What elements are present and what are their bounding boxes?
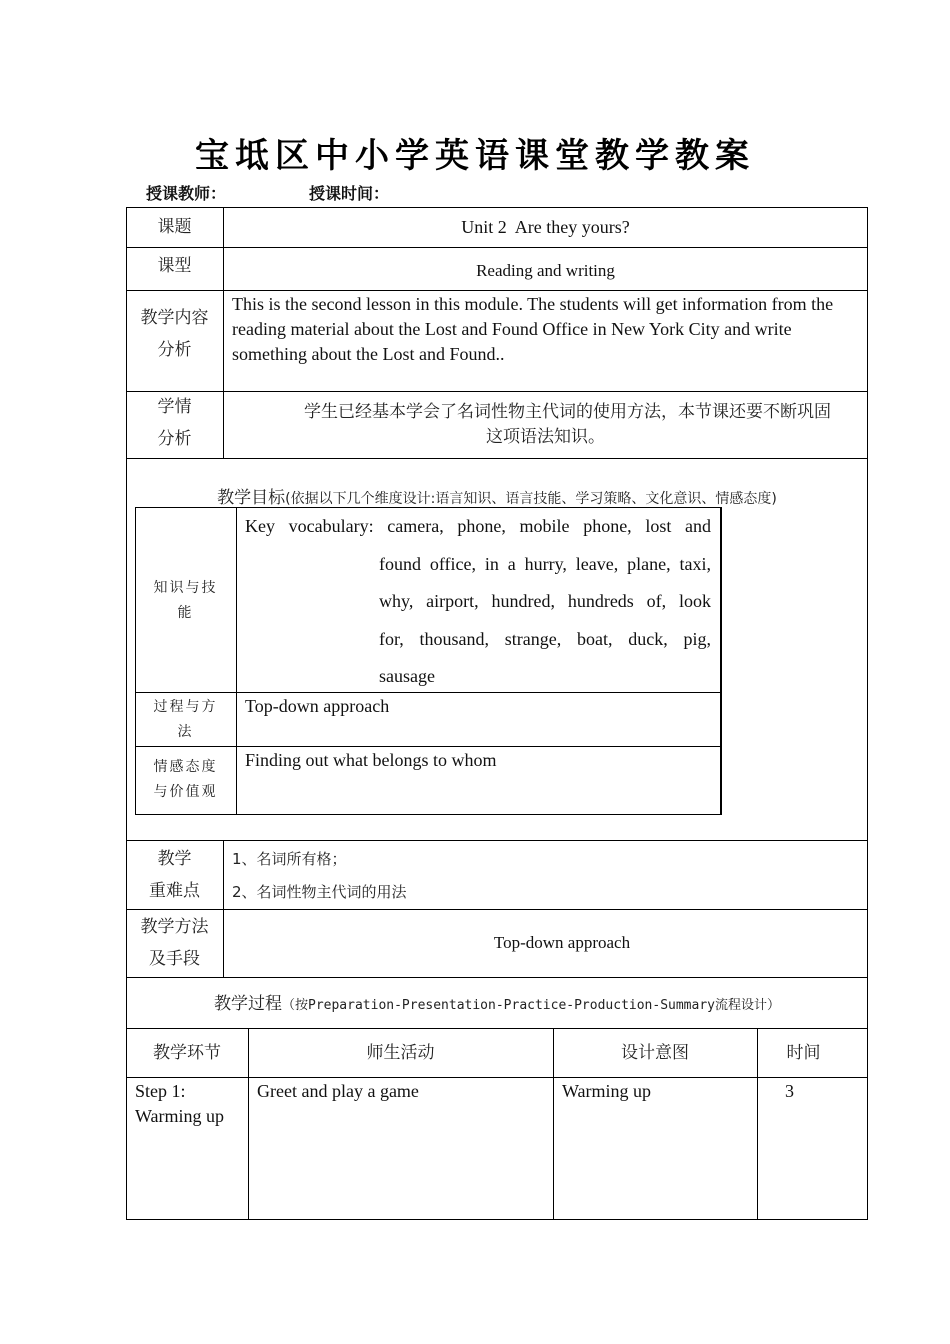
time-label: 授课时间：	[309, 184, 390, 203]
methods-label-line-2: 及手段	[149, 949, 200, 969]
type-label: 课型	[157, 256, 192, 276]
student-analysis-label	[126, 391, 223, 455]
objectives-heading-text: 教学目标	[217, 488, 286, 508]
knowledge-text-line-1: found office, in a hurry, leave, plane, taxi,	[379, 553, 711, 574]
student-label-line-1: 学情	[157, 397, 192, 417]
content-analysis-label	[126, 302, 223, 366]
process-heading-note: （按Preparation-Presentation-Practice-Production-Summary流程设计）	[282, 998, 780, 1013]
knowledge-label	[135, 575, 236, 627]
student-text-line-1: 学生已经基本学会了名词性物主代词的使用方法，本节课还要不断巩固	[304, 402, 831, 422]
time-cell: 3	[785, 1081, 794, 1101]
page-title: 宝坻区中小学英语课堂教学教案	[195, 136, 755, 176]
column-header-intent: 设计意图	[621, 1042, 689, 1063]
methods-value: Top-down approach	[493, 933, 631, 952]
step-line-1: Step 1:	[135, 1081, 186, 1101]
table-row	[135, 1079, 245, 1129]
methods-label-line-1: 教学方法	[140, 917, 209, 937]
column-header-time: 时间	[786, 1042, 821, 1063]
knowledge-label-line-1: 知识与技	[153, 580, 218, 596]
content-analysis-text: This is the second lesson in this module. The students will get information from the reading material about the Lost and Found Office in New York City and write something about the Lost and Found..	[232, 294, 834, 364]
objectives-heading-note: (依据以下几个维度设计:语言知识、语言技能、学习策略、文化意识、情感态度)	[285, 491, 777, 507]
process-method-value: Top-down approach	[245, 696, 390, 716]
difficulty-item-1: 1、名词所有格；	[232, 850, 347, 868]
attitude-label	[135, 754, 236, 806]
teacher-label: 授课教师：	[146, 184, 227, 203]
difficulties-list	[232, 843, 852, 909]
difficulties-label-line-1: 教学	[157, 848, 192, 869]
content-label-line-2: 分析	[157, 340, 192, 360]
methods-label	[126, 909, 223, 977]
student-label-line-2: 分析	[157, 429, 192, 449]
attitude-label-line-2: 与价值观	[153, 784, 218, 800]
difficulties-label-line-2: 重难点	[149, 880, 200, 901]
knowledge-text-line-3: for, thousand, strange, boat, duck, pig,	[379, 628, 711, 649]
objectives-heading	[126, 483, 868, 508]
difficulty-item-2: 2、名词性物主代词的用法	[232, 883, 407, 901]
process-method-label	[135, 694, 236, 746]
student-text-line-2: 这项语法知识。	[486, 427, 605, 447]
knowledge-text	[245, 508, 711, 696]
knowledge-text-lead: Key vocabulary: camera, phone, mobile phone, lost and	[245, 516, 711, 536]
process-label-line-1: 过程与方	[153, 699, 218, 715]
activity-cell: Greet and play a game	[257, 1081, 419, 1101]
topic-value: Unit 2 Are they yours?	[461, 216, 630, 237]
topic-label: 课题	[157, 217, 192, 237]
attitude-label-line-1: 情感态度	[153, 759, 218, 775]
column-header-activity: 师生活动	[366, 1042, 435, 1063]
process-label-line-2: 法	[177, 724, 194, 740]
difficulties-label	[126, 840, 223, 909]
column-header-step: 教学环节	[153, 1042, 221, 1063]
process-heading-text: 教学过程	[214, 994, 282, 1014]
student-analysis-text	[223, 400, 868, 450]
process-heading	[126, 989, 868, 1014]
type-value: Reading and writing	[476, 261, 615, 280]
knowledge-text-line-4: sausage	[379, 666, 435, 686]
step-line-2: Warming up	[135, 1106, 225, 1126]
knowledge-label-line-2: 能	[177, 605, 194, 621]
content-label-line-1: 教学内容	[140, 308, 209, 328]
intent-cell: Warming up	[562, 1081, 652, 1101]
knowledge-text-line-2: why, airport, hundred, hundreds of, look	[379, 591, 711, 611]
attitude-value: Finding out what belongs to whom	[245, 750, 497, 770]
